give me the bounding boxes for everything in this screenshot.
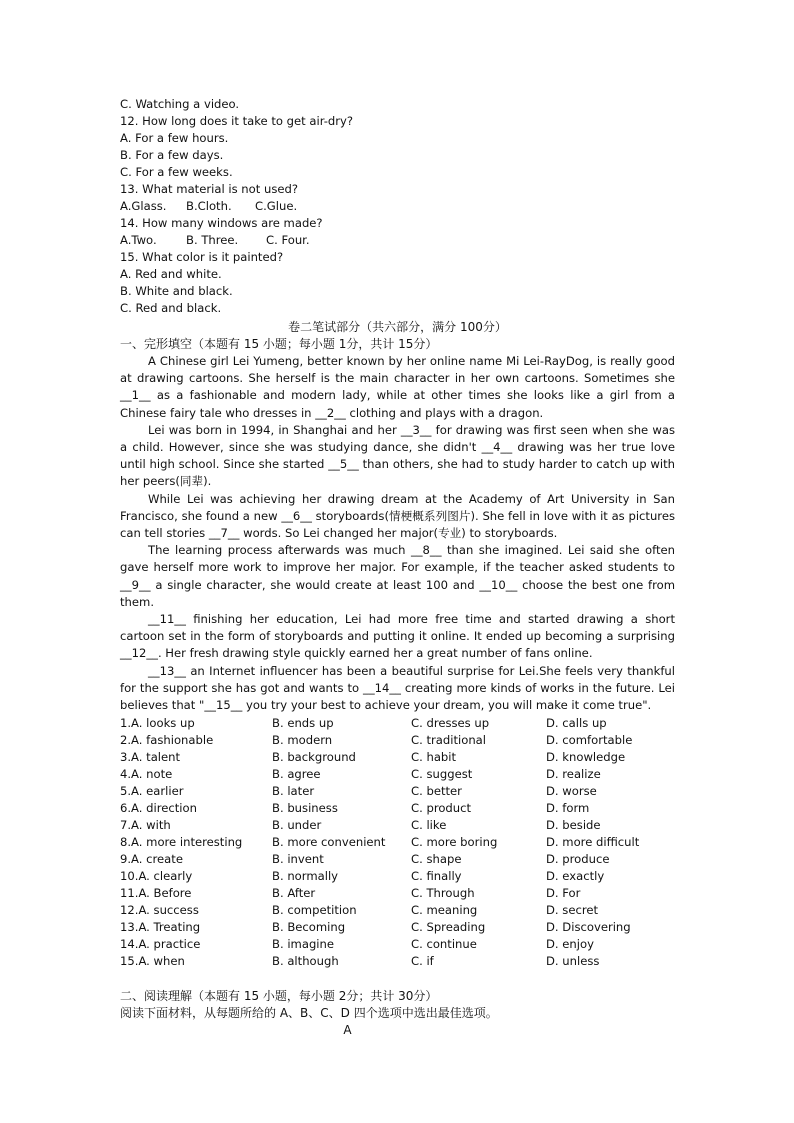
option: C.Glue. [255,199,298,213]
cloze-option-row [120,766,675,783]
option-line: C. Watching a video. [120,97,240,111]
cloze-option: D. calls up [546,716,607,731]
cloze-option-row [120,783,675,800]
cloze-paragraph: __13__ an Internet influencer has been a beautiful surprise for Lei.She feels very thankful for the support she has got and wants to __14__ creating more kinds of works in the future. Lei believes that "__15__ you try your best to achieve your dream, you will make it come true". [120,663,675,713]
cloze-option: D. worse [546,784,597,799]
cloze-option: D. unless [546,954,600,969]
cloze-option: D. comfortable [546,733,633,748]
cloze-option: 1.A. looks up [120,716,195,731]
cloze-option: 9.A. create [120,852,183,867]
cloze-option: C. better [411,784,462,799]
cloze-option-row [120,732,675,749]
cloze-option-row [120,715,675,732]
cloze-option-row [120,800,675,817]
cloze-option: B. business [272,801,338,816]
cloze-paragraph: Lei was born in 1994, in Shanghai and her __3__ for drawing was first seen when she was a child. However, since she was studying dance, she didn't __4__ drawing was her true love until high school. Since she started __5__ than others, she had to study harder to catch up with her peers(同辈). [120,422,675,489]
cloze-option-row [120,851,675,868]
cloze-option: C. habit [411,750,457,765]
cloze-paragraph: The learning process afterwards was much __8__ than she imagined. Lei said she often gave herself more work to improve her major. For example, if the teacher asked students to __9__ a single character, she would create at least 100 and __10__ choose the best one from them. [120,543,675,609]
option-line: A. For a few hours. [120,131,229,145]
cloze-paragraph: A Chinese girl Lei Yumeng, better known by her online name Mi Lei-RayDog, is really good at drawing cartoons. She herself is the main character in her own cartoons. Sometimes she __1__ as a fashionable and modern lady, while at other times she looks like a girl from a Chinese fairy tale who dresses in __2__ clothing and plays with a dragon. [120,354,675,420]
cloze-option: 11.A. Before [120,886,192,901]
cloze-option: B. agree [272,767,321,782]
option: A.Two. [120,233,157,247]
cloze-option: B. more convenient [272,835,386,850]
cloze-option: D. more difficult [546,835,640,850]
cloze-option: B. ends up [272,716,334,731]
cloze-option: C. more boring [411,835,498,850]
cloze-option: C. traditional [411,733,486,748]
cloze-option-row [120,868,675,885]
cloze-section-title: 一、完形填空（本题有 15 小题；每小题 1分，共计 15分） [120,337,438,351]
reading-instruction: 阅读下面材料，从每题所给的 A、B、C、D 四个选项中选出最佳选项。 [120,1006,498,1021]
cloze-option-row [120,749,675,766]
question-12: 12. How long does it take to get air-dry? [120,114,354,128]
option-line: C. For a few weeks. [120,165,233,179]
cloze-option: D. beside [546,818,601,833]
cloze-option: C. Through [411,886,475,901]
cloze-option: 8.A. more interesting [120,835,243,850]
option: C. Four. [266,233,310,247]
cloze-option: B. normally [272,869,339,884]
cloze-option: C. Spreading [411,920,486,935]
cloze-option: D. realize [546,767,601,782]
exam-page [120,96,675,1039]
cloze-option: D. form [546,801,590,816]
cloze-option: C. finally [411,869,462,884]
cloze-option: 13.A. Treating [120,920,201,935]
question-14-options [120,232,675,249]
cloze-option: 2.A. fashionable [120,733,214,748]
cloze-option: B. Becoming [272,920,346,935]
cloze-option: 5.A. earlier [120,784,184,799]
cloze-option: 10.A. clearly [120,869,193,884]
cloze-option-row [120,817,675,834]
cloze-paragraph: __11__ finishing her education, Lei had more free time and started drawing a short cartoon set in the form of storyboards and putting it online. It ended up becoming a surprising __12__. Her fresh drawing style quickly earned her a great number of fans online. [120,612,675,661]
reading-section-title: 二、阅读理解（本题有 15 小题，每小题 2分；共计 30分） [120,989,438,1004]
cloze-option: B. later [272,784,315,799]
cloze-option: B. under [272,818,322,833]
cloze-option-row [120,885,675,902]
cloze-option: C. like [411,818,447,833]
cloze-option: B. although [272,954,339,969]
cloze-option: 3.A. talent [120,750,181,765]
option: B.Cloth. [186,199,232,213]
question-13: 13. What material is not used? [120,182,298,196]
cloze-option: B. imagine [272,937,335,952]
cloze-option: D. secret [546,903,599,918]
option: B. Three. [186,233,239,247]
cloze-option: B. background [272,750,356,765]
option: A.Glass. [120,199,167,213]
cloze-option: 15.A. when [120,954,185,969]
cloze-option: 12.A. success [120,903,199,918]
cloze-option: C. continue [411,937,477,952]
cloze-option: B. invent [272,852,324,867]
cloze-option: D. Discovering [546,920,631,935]
part-two-heading: 卷二笔试部分（共六部分，满分 100分） [288,320,507,334]
cloze-option-row [120,834,675,851]
cloze-option-row [120,953,675,970]
cloze-option: D. For [546,886,581,901]
cloze-option: D. exactly [546,869,605,884]
cloze-option: B. After [272,886,316,901]
cloze-option: C. suggest [411,767,473,782]
cloze-option: 6.A. direction [120,801,197,816]
cloze-option: 4.A. note [120,767,173,782]
question-14: 14. How many windows are made? [120,216,323,230]
option-line: C. Red and black. [120,301,222,315]
cloze-option: B. competition [272,903,357,918]
cloze-option: D. knowledge [546,750,626,765]
cloze-option: 14.A. practice [120,937,201,952]
cloze-option: C. shape [411,852,462,867]
passage-label: A [343,1023,352,1038]
cloze-option: 7.A. with [120,818,171,833]
cloze-option: C. dresses up [411,716,490,731]
question-13-options [120,198,675,215]
cloze-option: C. if [411,954,434,969]
cloze-option: B. modern [272,733,333,748]
cloze-option-row [120,902,675,919]
question-15: 15. What color is it painted? [120,250,284,264]
cloze-options-table [120,715,675,970]
cloze-paragraph: While Lei was achieving her drawing dream at the Academy of Art University in San Francisco, she found a new __6__ storyboards(情梗概系列图片). She fell in love with it as pictures can tell stories __7__ words. So Lei changed her major(专业) to storyboards. [120,491,675,541]
cloze-option-row [120,919,675,936]
cloze-option: C. meaning [411,903,478,918]
cloze-option: D. produce [546,852,610,867]
option-line: B. For a few days. [120,148,224,162]
option-line: A. Red and white. [120,267,222,281]
cloze-option: D. enjoy [546,937,594,952]
cloze-option-row [120,936,675,953]
option-line: B. White and black. [120,284,233,298]
cloze-option: C. product [411,801,472,816]
